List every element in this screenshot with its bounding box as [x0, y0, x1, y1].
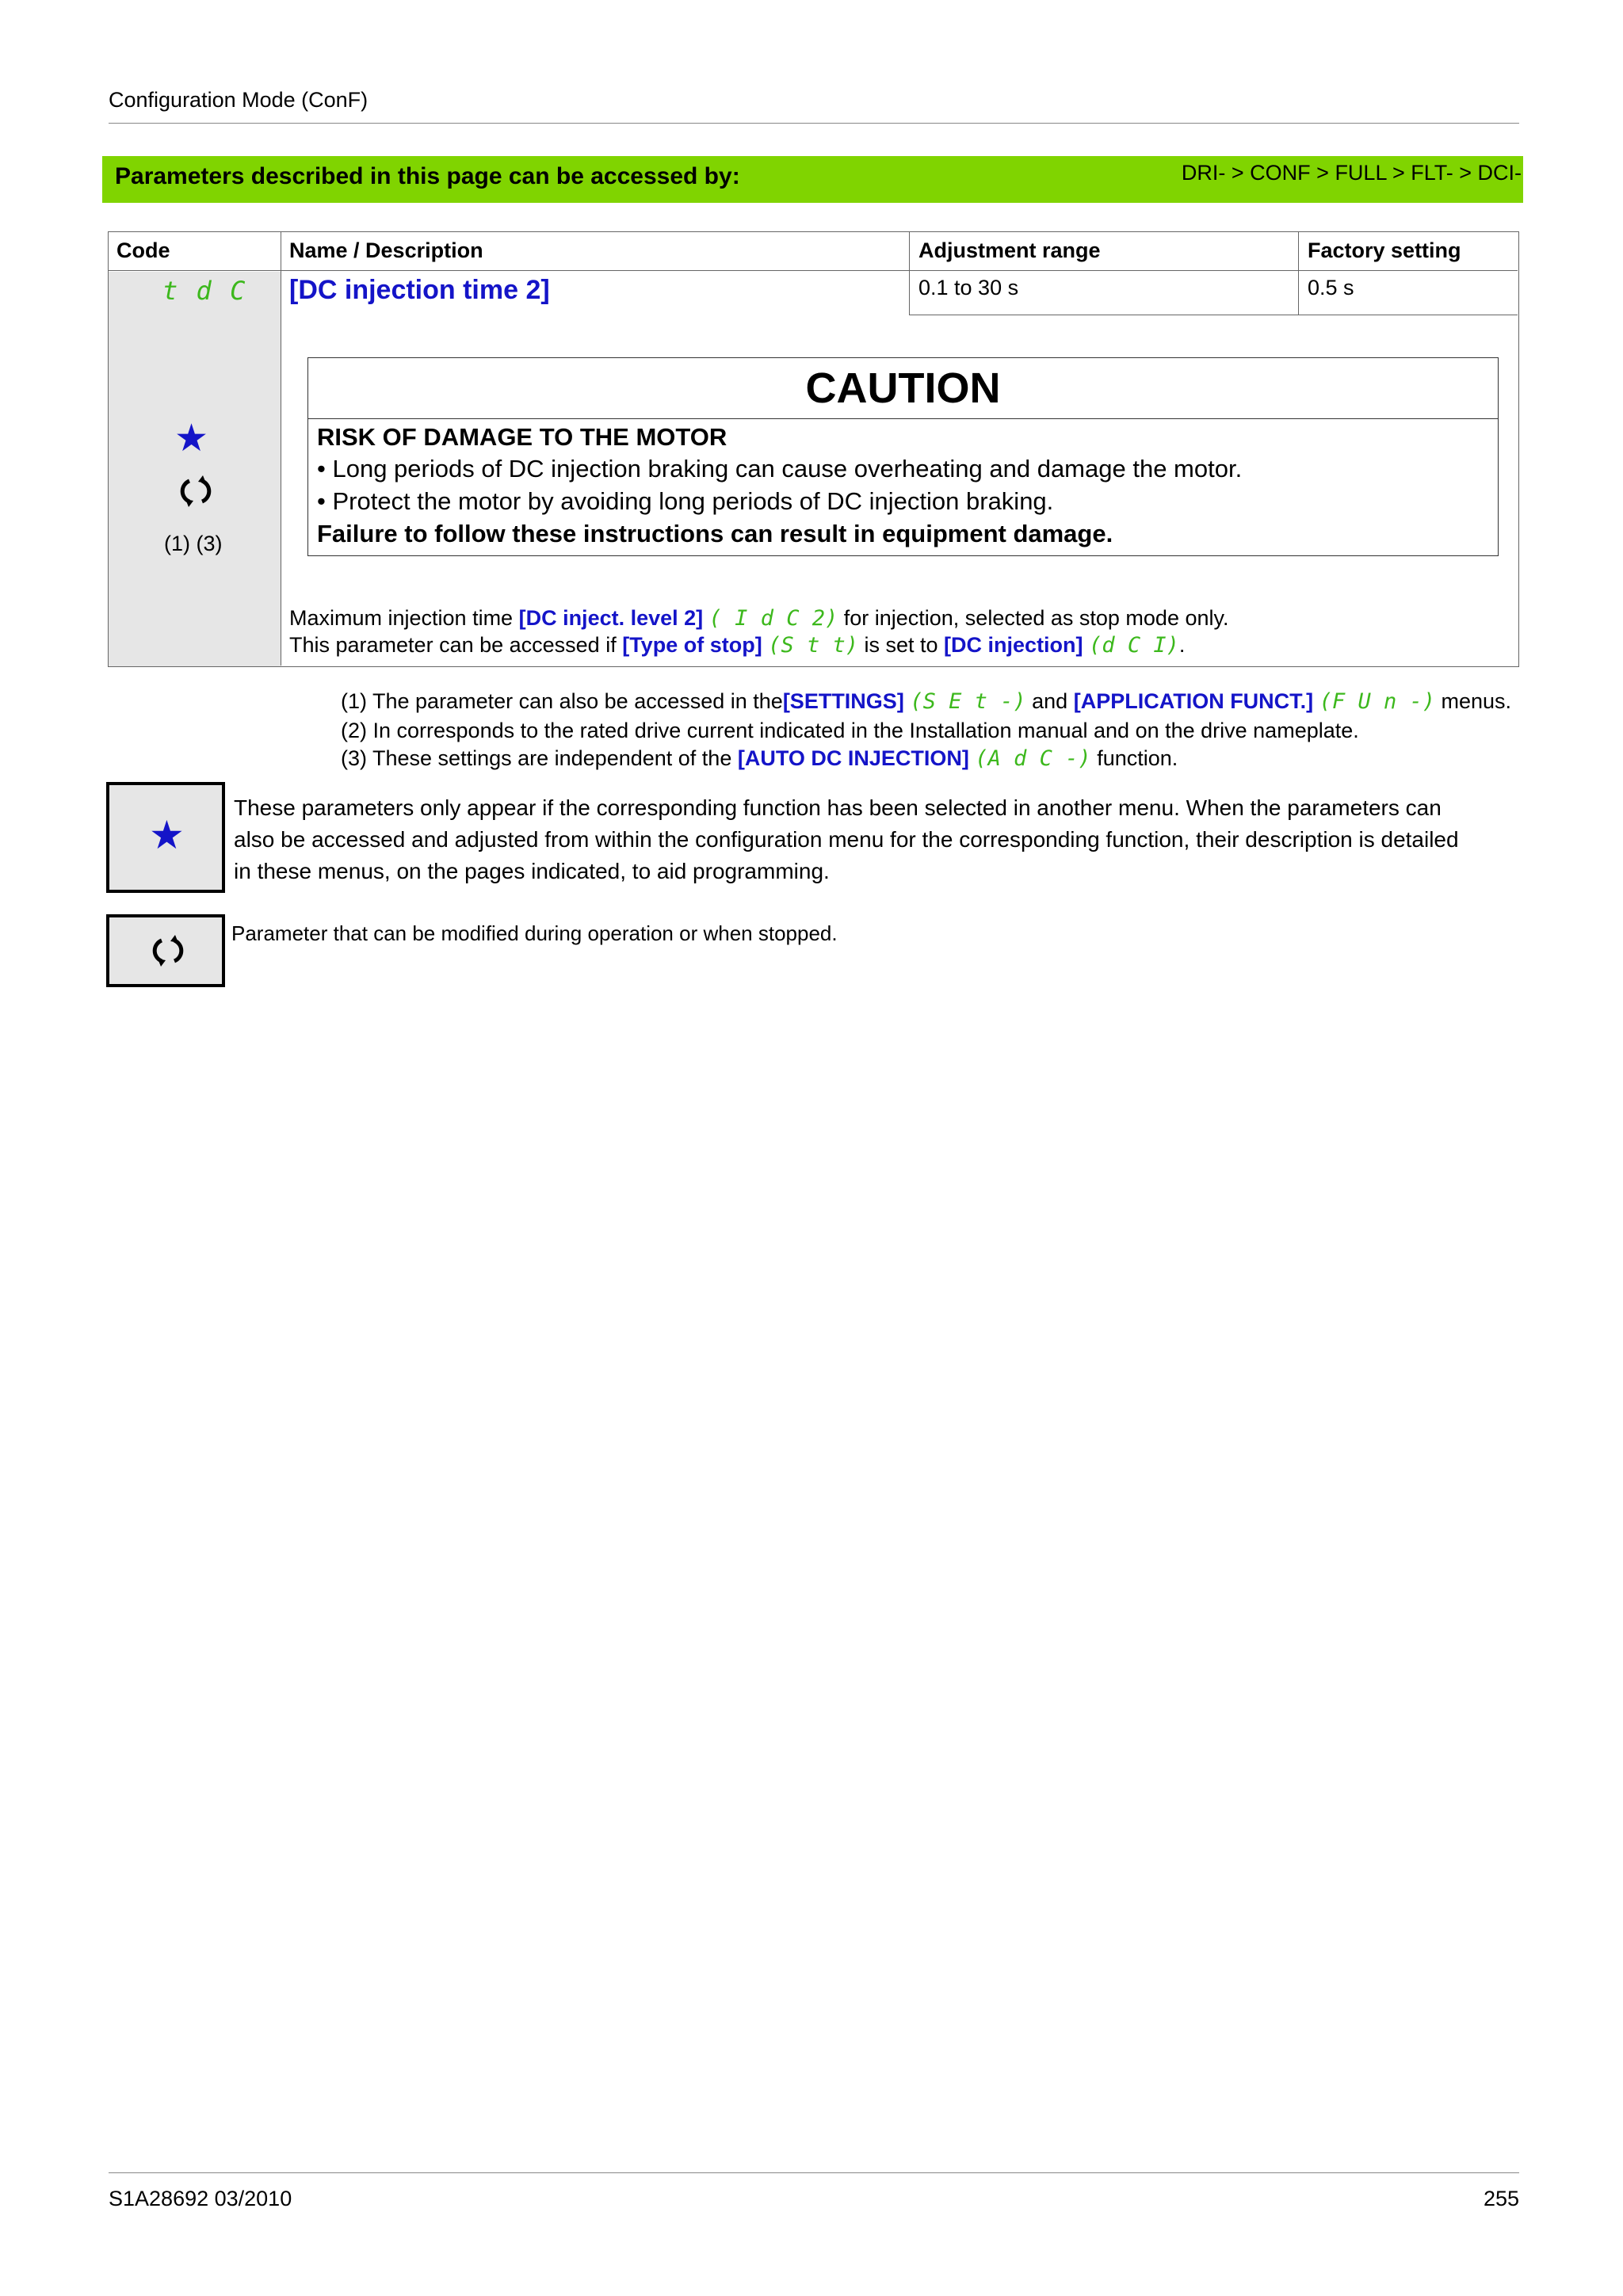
param-name: [DC injection time 2]: [289, 275, 550, 305]
link-application-funct[interactable]: [APPLICATION FUNCT.]: [1073, 689, 1314, 713]
access-banner-path: DRI- > CONF > FULL > FLT- > DCI-: [1181, 161, 1522, 185]
star-icon: ★: [149, 813, 185, 857]
caution-footer: Failure to follow these instructions can result in equipment damage.: [317, 520, 1113, 547]
col-header-name: Name / Description: [289, 238, 483, 262]
description-line-1: [289, 606, 1229, 631]
caution-bullet: • Protect the motor by avoiding long periods of DC injection braking.: [317, 487, 1054, 515]
desc-text: is set to: [858, 633, 945, 657]
rotation-icon: [178, 474, 213, 509]
caution-bullet: • Long periods of DC injection braking can cause overheating and damage the motor.: [317, 455, 1243, 482]
rotation-icon: [151, 933, 185, 968]
footnote-text: menus.: [1435, 689, 1512, 713]
header-row-divider: [109, 270, 1518, 271]
desc-text: .: [1178, 633, 1186, 657]
document-reference: S1A28692 03/2010: [109, 2187, 292, 2210]
description-line-2: [289, 633, 1185, 658]
access-banner: [102, 156, 1523, 203]
code-idc2: ( I d C 2): [708, 606, 838, 631]
factory-setting-value: 0.5 s: [1308, 276, 1354, 299]
param-notes: (1) (3): [164, 532, 223, 555]
code-set: (S E t -): [910, 689, 1026, 714]
footnote-1: [341, 689, 1511, 714]
link-auto-dc-injection[interactable]: [AUTO DC INJECTION]: [737, 746, 969, 770]
legend-star-line: also be accessed and adjusted from within the configuration menu for the corresponding function, their description is detailed: [234, 827, 1459, 852]
legend-star-line: in these menus, on the pages indicated, to aid programming.: [234, 859, 830, 883]
code-column: [109, 272, 281, 666]
caution-box: [307, 357, 1499, 556]
legend-star-box: [106, 782, 225, 893]
legend-star-description: [234, 792, 1518, 887]
footnote-text: (1) The parameter can also be accessed in the: [341, 689, 783, 713]
caution-title: CAUTION: [308, 358, 1498, 419]
col-header-factory: Factory setting: [1308, 238, 1461, 262]
link-dc-inject-level-2[interactable]: [DC inject. level 2]: [518, 606, 704, 630]
col-header-range: Adjustment range: [918, 238, 1101, 262]
footnote-text: (3) These settings are independent of the: [341, 746, 738, 770]
header-divider: [109, 123, 1519, 124]
footnote-text: function.: [1090, 746, 1178, 770]
col-header-code: Code: [116, 238, 170, 262]
access-banner-label: Parameters described in this page can be accessed by:: [115, 163, 740, 189]
desc-text: Maximum injection time: [289, 606, 519, 630]
code-adc: (A d C -): [975, 746, 1091, 771]
star-icon: ★: [174, 418, 209, 460]
footnote-3: [341, 746, 1178, 771]
caution-heading: RISK OF DAMAGE TO THE MOTOR: [317, 423, 727, 451]
footnote-2: (2) In corresponds to the rated drive current indicated in the Installation manual and on the drive nameplate.: [341, 719, 1359, 742]
desc-text: for injection, selected as stop mode only.: [838, 606, 1229, 630]
code-fun: (F U n -): [1319, 689, 1436, 714]
adjustment-range-value: 0.1 to 30 s: [918, 276, 1019, 299]
column-divider: [1298, 232, 1299, 315]
link-settings[interactable]: [SETTINGS]: [782, 689, 904, 713]
desc-text: This parameter can be accessed if: [289, 633, 623, 657]
column-divider: [909, 232, 910, 315]
link-type-of-stop[interactable]: [Type of stop]: [622, 633, 762, 657]
legend-star-line: These parameters only appear if the corresponding function has been selected in another menu. When the parameters can: [234, 795, 1442, 820]
legend-rotate-box: [106, 914, 225, 987]
footer-divider: [109, 2172, 1519, 2173]
legend-rotate-description: Parameter that can be modified during operation or when stopped.: [231, 921, 838, 945]
code-dci: (d C I): [1089, 633, 1179, 658]
footnote-text: and: [1025, 689, 1074, 713]
param-code: t d C: [162, 276, 247, 306]
code-stt: (S t t): [768, 633, 858, 658]
page-number: 255: [1483, 2187, 1519, 2210]
link-dc-injection[interactable]: [DC injection]: [944, 633, 1083, 657]
page-header-title: Configuration Mode (ConF): [109, 88, 369, 112]
